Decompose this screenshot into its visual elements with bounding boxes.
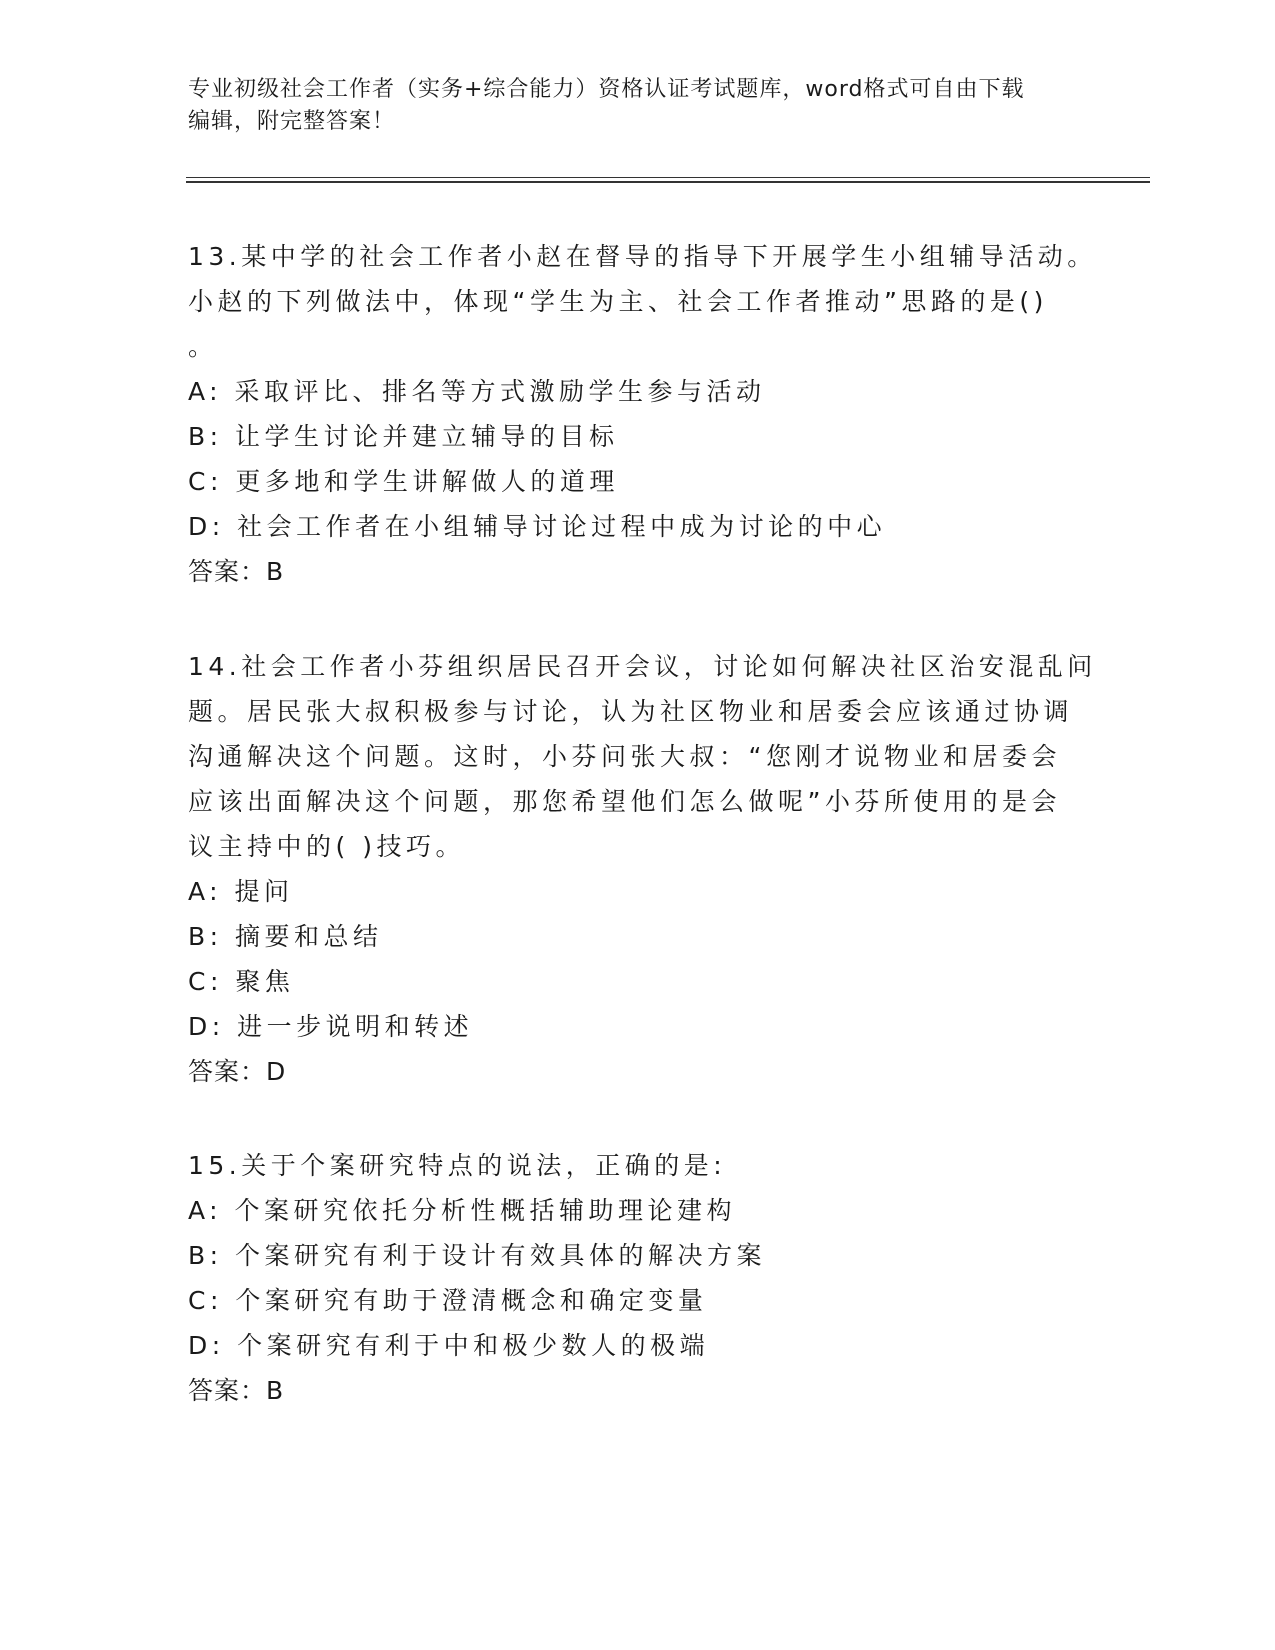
option-a: A: 个案研究依托分析性概括辅助理论建构: [188, 1196, 737, 1225]
option-c: C: 聚焦: [188, 967, 295, 996]
option-a: A: 提问: [188, 877, 294, 906]
question-text: 15.关于个案研究特点的说法，正确的是:: [188, 1151, 727, 1180]
header-line: 专业初级社会工作者（实务+综合能力）资格认证考试题库，word格式可自由下载: [188, 77, 1025, 102]
header-divider: [186, 177, 1150, 178]
option-d: D: 进一步说明和转述: [188, 1012, 474, 1041]
option-c: C: 个案研究有助于澄清概念和确定变量: [188, 1286, 708, 1315]
question-text: 。: [188, 332, 218, 361]
question-text: 应该出面解决这个问题，那您希望他们怎么做呢”小芬所使用的是会: [188, 787, 1061, 816]
question-15: [188, 1143, 1088, 1413]
question-text: 沟通解决这个问题。这时，小芬问张大叔：“您刚才说物业和居委会: [188, 742, 1061, 771]
answer: 答案：B: [188, 1376, 285, 1405]
option-b: B: 摘要和总结: [188, 922, 383, 951]
page-header: [188, 74, 1088, 138]
question-13: [188, 234, 1097, 594]
answer: 答案：B: [188, 557, 285, 586]
option-d: D: 个案研究有利于中和极少数人的极端: [188, 1331, 710, 1360]
answer: 答案：D: [188, 1057, 287, 1086]
option-b: B: 让学生讨论并建立辅导的目标: [188, 422, 619, 451]
question-text: 14.社会工作者小芬组织居民召开会议，讨论如何解决社区治安混乱问: [188, 652, 1097, 681]
question-text: 议主持中的( )技巧。: [188, 832, 465, 861]
header-line: 编辑，附完整答案！: [188, 109, 396, 134]
question-14: [188, 644, 1097, 1094]
option-d: D: 社会工作者在小组辅导讨论过程中成为讨论的中心: [188, 512, 887, 541]
question-text: 13.某中学的社会工作者小赵在督导的指导下开展学生小组辅导活动。: [188, 242, 1097, 271]
question-text: 小赵的下列做法中，体现“学生为主、社会工作者推动”思路的是(): [188, 287, 1048, 316]
option-a: A: 采取评比、排名等方式激励学生参与活动: [188, 377, 766, 406]
option-c: C: 更多地和学生讲解做人的道理: [188, 467, 619, 496]
header-divider: [186, 181, 1150, 183]
option-b: B: 个案研究有利于设计有效具体的解决方案: [188, 1241, 767, 1270]
question-text: 题。居民张大叔积极参与讨论，认为社区物业和居委会应该通过协调: [188, 697, 1074, 726]
